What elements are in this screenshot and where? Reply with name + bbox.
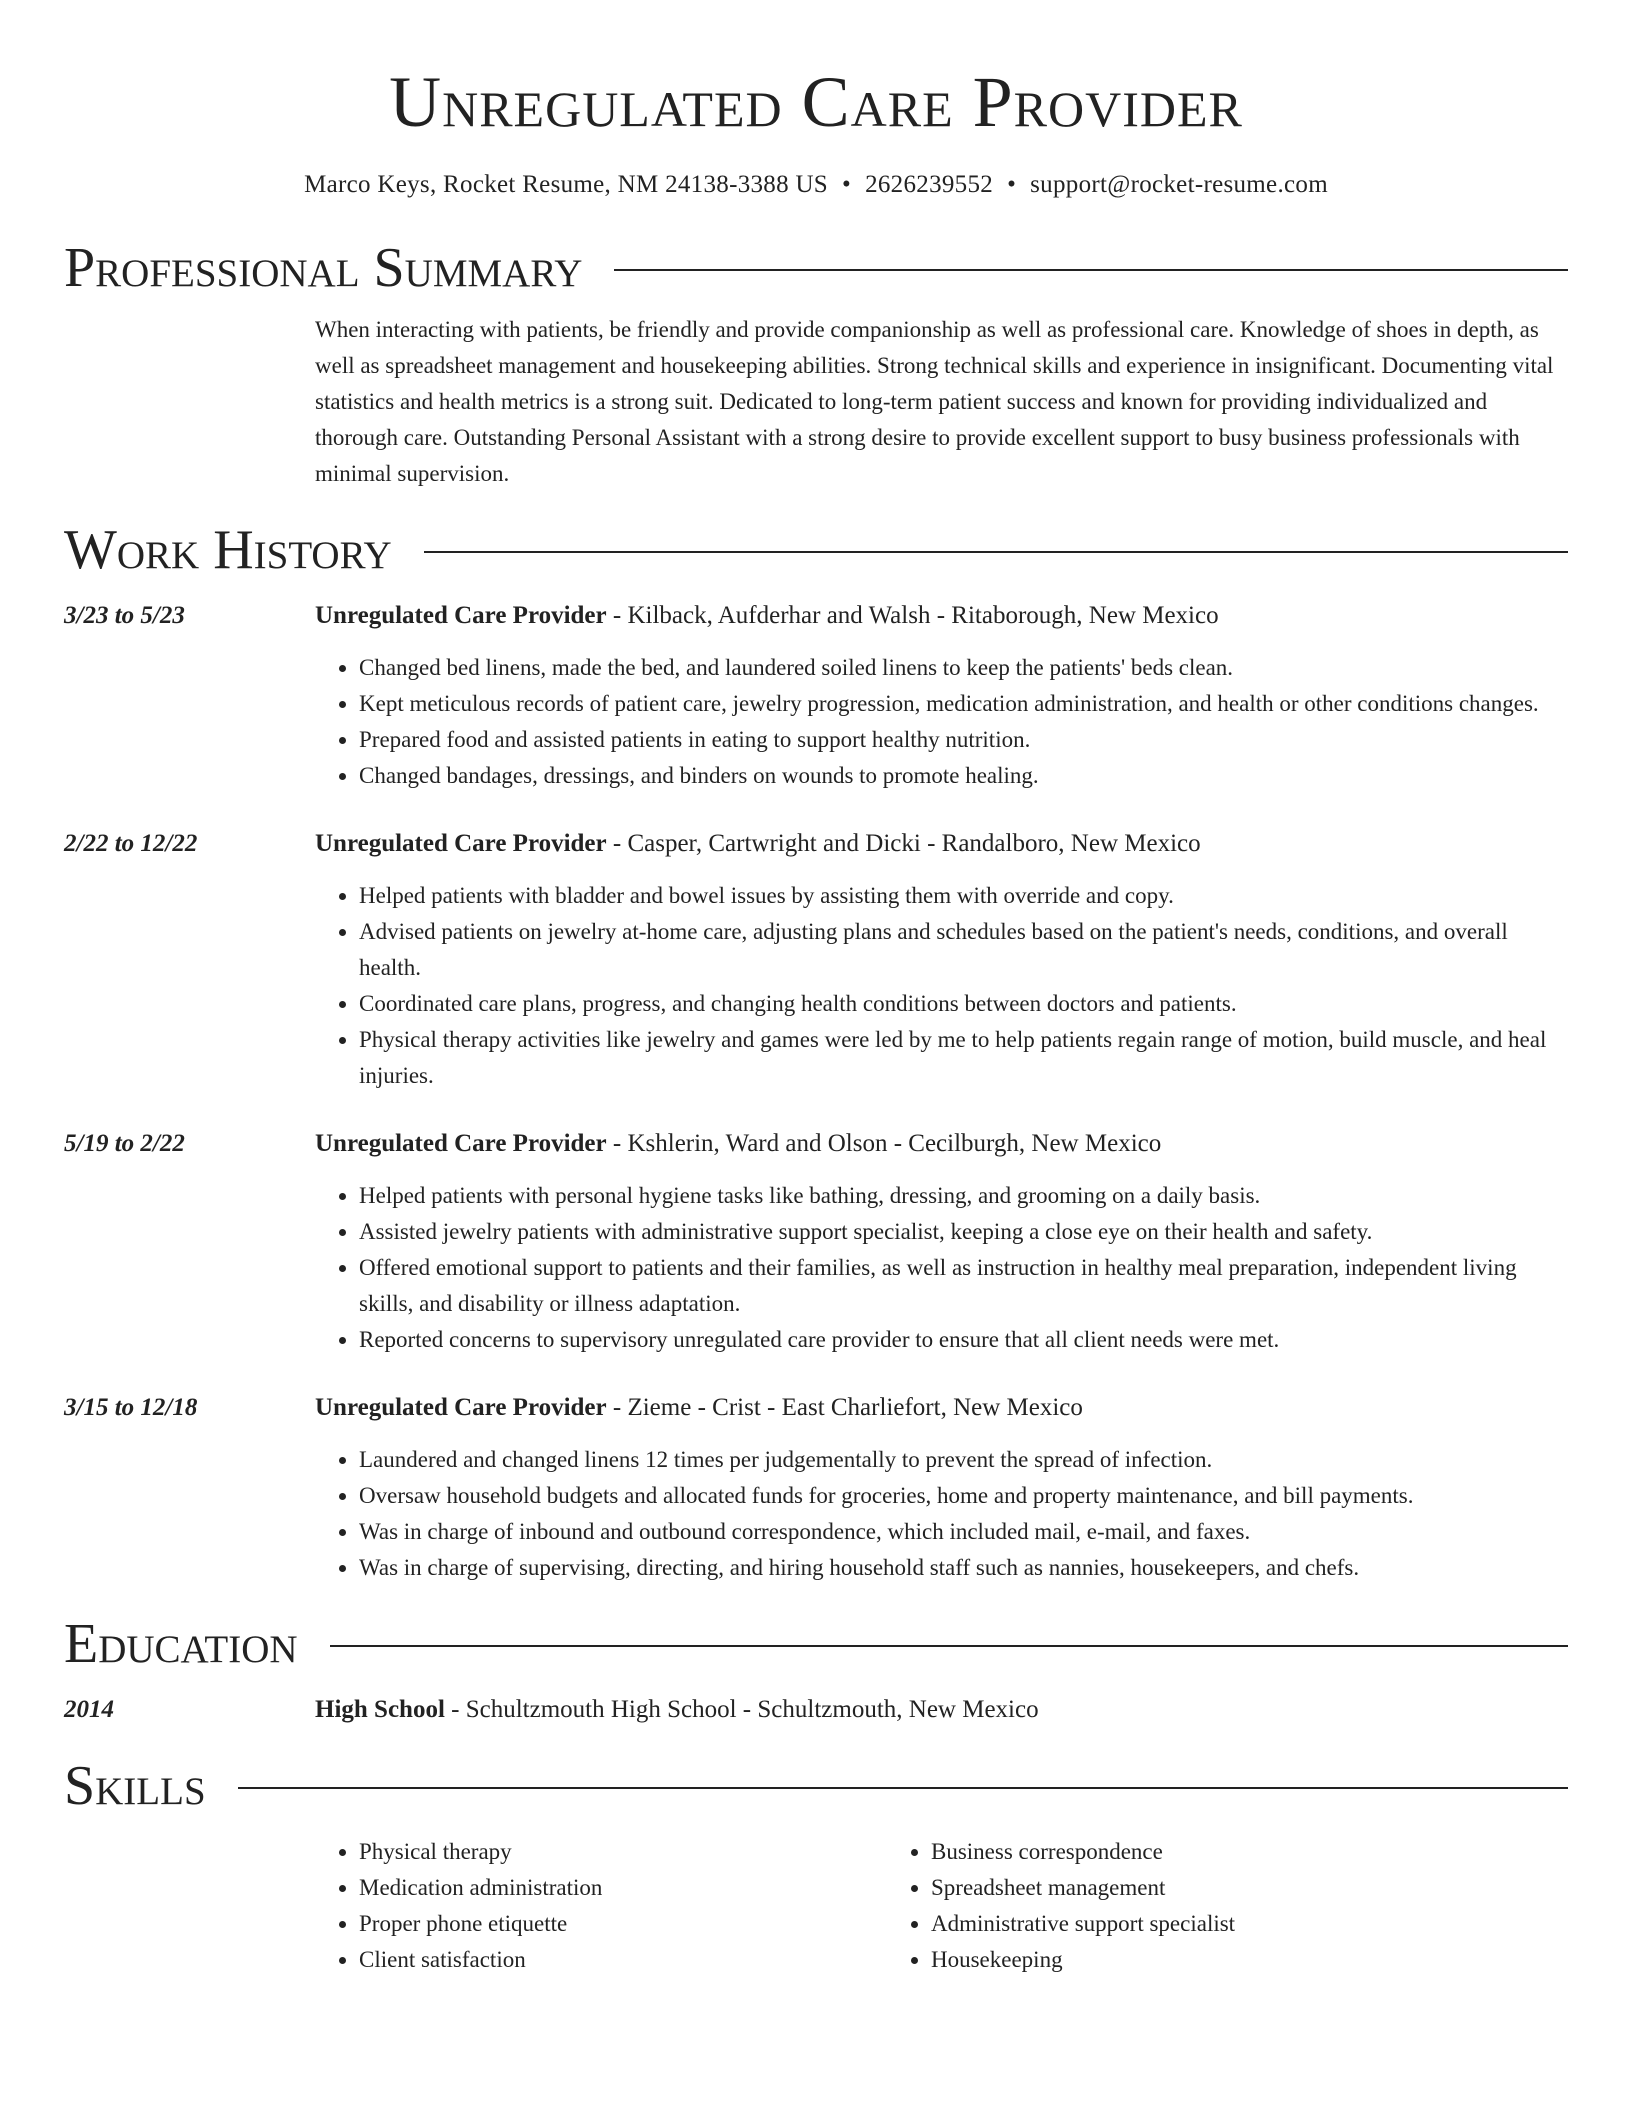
resume-title: Unregulated Care Provider: [389, 62, 1243, 142]
job-bullet: • Advised patients on jewelry at-home care, adjusting plans and schedules based on the patient's needs, conditions, and overall health.: [359, 914, 1568, 986]
job-body: [315, 598, 1568, 794]
job-employer: - Zieme - Crist - East Charliefort, New Mexico: [606, 1394, 1083, 1421]
job-bullet: • Helped patients with bladder and bowel issues by assisting them with override and copy.: [359, 878, 1568, 914]
job-bullet: • Reported concerns to supervisory unregulated care provider to ensure that all client needs were met.: [359, 1322, 1568, 1358]
education-title-line: [315, 1692, 1568, 1728]
job-role: Unregulated Care Provider: [315, 602, 607, 629]
job-role: Unregulated Care Provider: [315, 830, 607, 857]
education-year: 2014: [64, 1696, 114, 1723]
job-dates: 5/19 to 2/22: [64, 1130, 185, 1157]
work-history-list: [64, 598, 1568, 1586]
skills-list: [315, 1834, 1568, 1978]
job-dates: 3/23 to 5/23: [64, 602, 185, 629]
job-employer: - Casper, Cartwright and Dicki - Randalboro, New Mexico: [606, 830, 1201, 857]
job-title-line: [315, 1126, 1568, 1162]
skill-item: • Housekeeping: [931, 1942, 1459, 1978]
education-body: [315, 1692, 1568, 1728]
contact-address: Marco Keys, Rocket Resume, NM 24138-3388 US: [304, 171, 829, 198]
job-title-line: [315, 1390, 1568, 1426]
contact-phone: 2626239552: [865, 171, 994, 198]
skills-column-right: [887, 1834, 1459, 1978]
section-divider: [238, 1787, 1568, 1789]
skills-column-left: [315, 1834, 887, 1978]
job-bullet: • Assisted jewelry patients with administrative support specialist, keeping a close eye on their health and safety.: [359, 1214, 1568, 1250]
skill-item: • Physical therapy: [359, 1834, 887, 1870]
job-entry: [64, 826, 1568, 1094]
section-divider: [614, 269, 1568, 271]
education-school: - Schultzmouth High School - Schultzmouth, New Mexico: [444, 1696, 1039, 1723]
job-bullet: • Oversaw household budgets and allocated funds for groceries, home and property maintenance, and bill payments.: [359, 1478, 1568, 1514]
skills-heading: Skills: [64, 1755, 206, 1817]
contact-line: [64, 170, 1568, 200]
job-employer: - Kshlerin, Ward and Olson - Cecilburgh, New Mexico: [606, 1130, 1162, 1157]
section-divider: [424, 551, 1568, 553]
skill-item: • Client satisfaction: [359, 1942, 887, 1978]
job-employer: - Kilback, Aufderhar and Walsh - Ritaborough, New Mexico: [606, 602, 1219, 629]
skill-item: • Proper phone etiquette: [359, 1906, 887, 1942]
job-dates: 2/22 to 12/22: [64, 830, 198, 857]
job-bullets: [315, 1442, 1568, 1586]
job-bullet: • Helped patients with personal hygiene tasks like bathing, dressing, and grooming on a daily basis.: [359, 1178, 1568, 1214]
summary-section-header: [64, 238, 1568, 298]
contact-separator: •: [1007, 171, 1017, 198]
job-role: Unregulated Care Provider: [315, 1394, 607, 1421]
education-section-header: [64, 1614, 1568, 1674]
job-bullet: • Laundered and changed linens 12 times per judgementally to prevent the spread of infection.: [359, 1442, 1568, 1478]
skill-item: • Medication administration: [359, 1870, 887, 1906]
job-body: [315, 1126, 1568, 1358]
education-heading: Education: [64, 1613, 298, 1675]
job-bullet: • Prepared food and assisted patients in eating to support healthy nutrition.: [359, 722, 1568, 758]
job-bullet: • Offered emotional support to patients and their families, as well as instruction in healthy meal preparation, independent living skills, and disability or illness adaptation.: [359, 1250, 1568, 1322]
job-bullets: [315, 650, 1568, 794]
job-bullet: • Changed bed linens, made the bed, and laundered soiled linens to keep the patients' beds clean.: [359, 650, 1568, 686]
job-bullet: • Coordinated care plans, progress, and changing health conditions between doctors and patients.: [359, 986, 1568, 1022]
education-entry: [64, 1692, 1568, 1728]
skills-section-header: [64, 1756, 1568, 1816]
job-entry: [64, 1126, 1568, 1358]
summary-text: When interacting with patients, be friendly and provide companionship as well as professional care. Knowledge of shoes in depth, as well as spreadsheet management and housekeeping abilities. Strong technical skills and experience in insignificant. Documenting vital statistics and health metrics is a strong suit. Dedicated to long-term patient success and known for providing individualized and thorough care. Outstanding Personal Assistant with a strong desire to provide excellent support to busy business professionals with minimal supervision.: [315, 317, 1554, 486]
job-bullet: • Was in charge of inbound and outbound correspondence, which included mail, e-mail, and faxes.: [359, 1514, 1568, 1550]
skill-item: • Administrative support specialist: [931, 1906, 1459, 1942]
job-body: [315, 826, 1568, 1094]
job-entry: [64, 598, 1568, 794]
job-entry: [64, 1390, 1568, 1586]
contact-separator: •: [842, 171, 852, 198]
education-degree: High School: [315, 1696, 445, 1723]
section-divider: [330, 1645, 1568, 1647]
job-bullets: [315, 878, 1568, 1094]
work-section-header: [64, 520, 1568, 580]
job-bullet: • Kept meticulous records of patient care, jewelry progression, medication administration, and health or other conditions changes.: [359, 686, 1568, 722]
job-body: [315, 1390, 1568, 1586]
skill-item: • Business correspondence: [931, 1834, 1459, 1870]
job-title-line: [315, 826, 1568, 862]
skill-item: • Spreadsheet management: [931, 1870, 1459, 1906]
job-bullet: • Was in charge of supervising, directing, and hiring household staff such as nannies, housekeepers, and chefs.: [359, 1550, 1568, 1586]
contact-email: support@rocket-resume.com: [1030, 171, 1328, 198]
job-role: Unregulated Care Provider: [315, 1130, 607, 1157]
job-bullet: • Changed bandages, dressings, and binders on wounds to promote healing.: [359, 758, 1568, 794]
summary-heading: Professional Summary: [64, 237, 583, 299]
job-title-line: [315, 598, 1568, 634]
work-heading: Work History: [64, 519, 392, 581]
job-bullets: [315, 1178, 1568, 1358]
job-dates: 3/15 to 12/18: [64, 1394, 198, 1421]
job-bullet: • Physical therapy activities like jewelry and games were led by me to help patients regain range of motion, build muscle, and heal injuries.: [359, 1022, 1568, 1094]
